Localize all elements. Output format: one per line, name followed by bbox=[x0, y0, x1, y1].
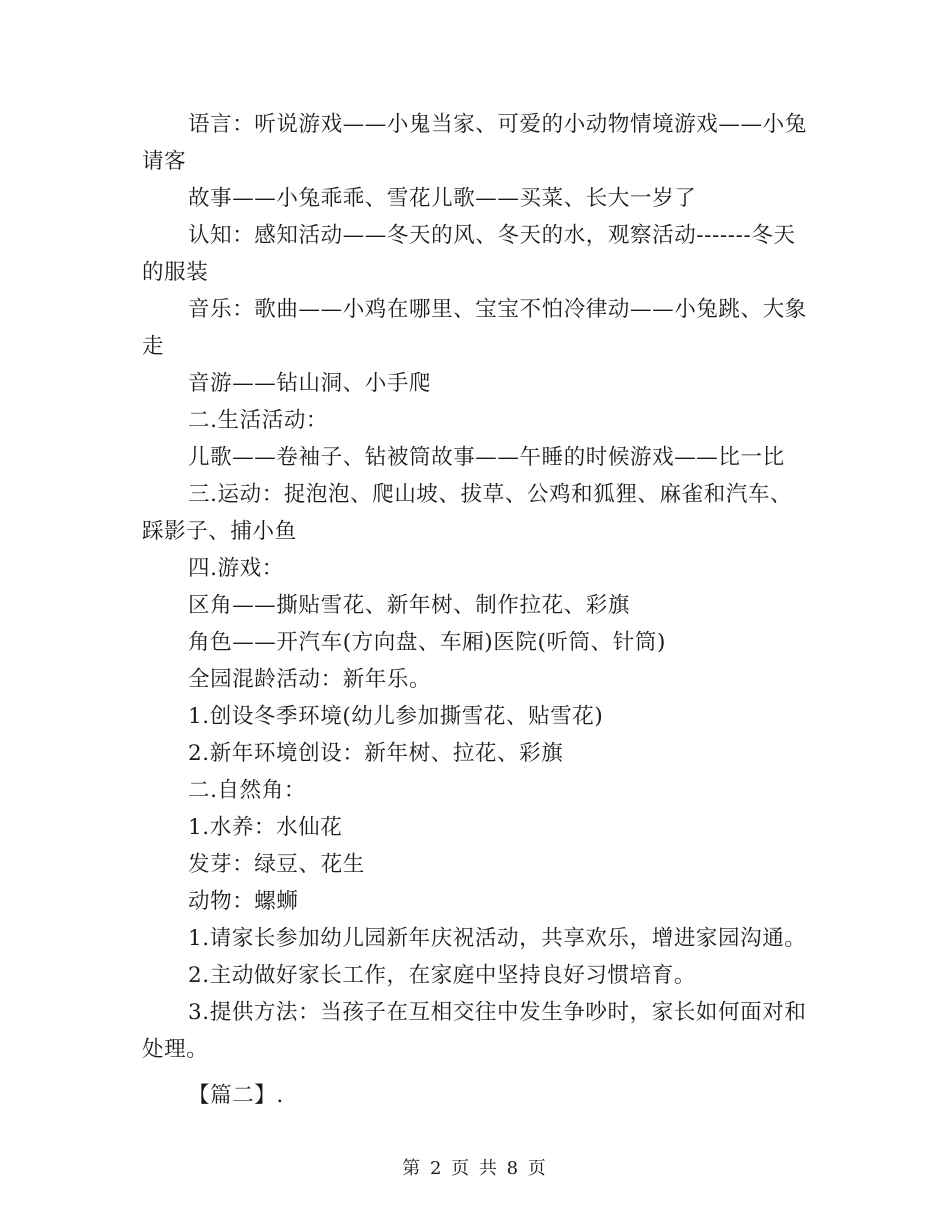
paragraph-animals: 动物：螺蛳 bbox=[188, 889, 299, 914]
paragraph-music: 音乐：歌曲——小鸡在哪里、宝宝不怕冷律动——小兔跳、大象走 bbox=[142, 297, 807, 359]
paragraph-role-play: 角色——开汽车(方向盘、车厢)医院(听筒、针筒) bbox=[188, 630, 666, 655]
paragraph-games-heading: 四.游戏： bbox=[188, 556, 284, 581]
paragraph-new-year-environment: 2.新年环境创设：新年树、拉花、彩旗 bbox=[188, 741, 564, 766]
page-number-label: 第 2 页 共 8 页 bbox=[402, 1158, 548, 1179]
paragraph-school-activity: 全园混龄活动：新年乐。 bbox=[188, 667, 432, 692]
paragraph-nature-corner-heading: 二.自然角： bbox=[188, 778, 306, 803]
paragraph-sports: 三.运动：捉泡泡、爬山坡、拔草、公鸡和狐狸、麻雀和汽车、踩影子、捕小鱼 bbox=[142, 482, 793, 544]
paragraph-nursery-rhymes: 儿歌——卷袖子、钻被筒故事——午睡的时候游戏——比一比 bbox=[188, 445, 785, 470]
paragraph-corner: 区角——撕贴雪花、新年树、制作拉花、彩旗 bbox=[188, 593, 631, 618]
paragraph-music-game: 音游——钻山洞、小手爬 bbox=[188, 371, 432, 396]
paragraph-parents-1: 1.请家长参加幼儿园新年庆祝活动，共享欢乐，增进家园沟通。 bbox=[188, 926, 807, 951]
section-heading: 【篇二】. bbox=[188, 1083, 284, 1108]
paragraph-cognition: 认知：感知活动——冬天的风、冬天的水，观察活动-------冬天的服装 bbox=[142, 223, 796, 285]
page-footer bbox=[0, 1154, 950, 1180]
paragraph-sprouting: 发芽：绿豆、花生 bbox=[188, 852, 365, 877]
paragraph-parents-2: 2.主动做好家长工作，在家庭中坚持良好习惯培育。 bbox=[188, 963, 696, 988]
document-body bbox=[142, 106, 812, 1114]
paragraph-parents-3: 3.提供方法：当孩子在互相交往中发生争吵时，家长如何面对和处理。 bbox=[142, 1000, 807, 1062]
paragraph-language: 语言：听说游戏——小鬼当家、可爱的小动物情境游戏——小兔请客 bbox=[142, 112, 807, 174]
paragraph-winter-environment: 1.创设冬季环境(幼儿参加撕雪花、贴雪花) bbox=[188, 704, 604, 729]
paragraph-story: 故事——小兔乖乖、雪花儿歌——买菜、长大一岁了 bbox=[188, 186, 697, 211]
paragraph-water-plant: 1.水养：水仙花 bbox=[188, 815, 343, 840]
paragraph-life-activity-heading: 二.生活活动： bbox=[188, 408, 329, 433]
